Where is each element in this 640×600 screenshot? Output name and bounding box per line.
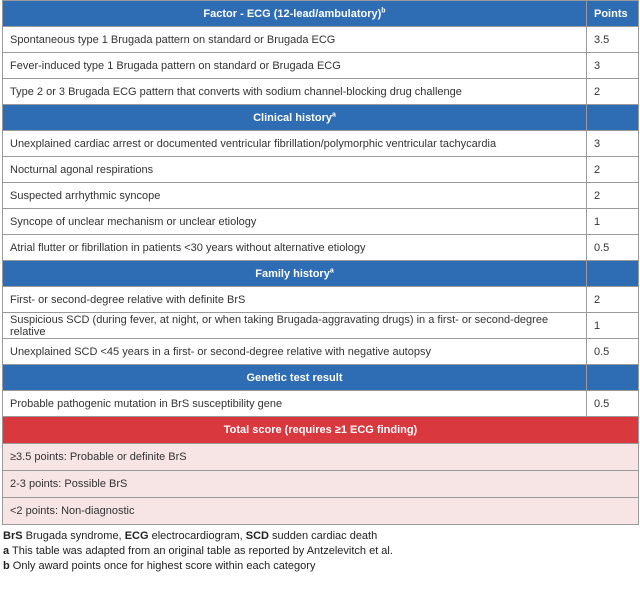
points-cell: 1 [587, 209, 639, 235]
points-cell: 2 [587, 79, 639, 105]
section-title: Clinical history$^a$ [3, 105, 587, 131]
table-row [3, 53, 639, 79]
factor-cell: Probable pathogenic mutation in BrS susceptibility gene [3, 391, 587, 417]
total-score-title: Total score (requires ≥1 ECG finding) [3, 417, 639, 444]
brugada-score-table-container [2, 0, 638, 574]
genetic-test-header [3, 365, 639, 391]
interpretation-row [3, 498, 639, 525]
table-row [3, 27, 639, 53]
abbrev-definition: electrocardiogram, [148, 530, 246, 542]
points-cell: 1 [587, 313, 639, 339]
footnote-marker: b [3, 560, 10, 572]
table-footnotes [2, 529, 638, 574]
points-cell: 0.5 [587, 235, 639, 261]
footnote-b [3, 559, 638, 574]
abbrev-term: SCD [245, 530, 269, 542]
points-cell: 3 [587, 131, 639, 157]
section-title: Family history$^a$ [3, 261, 587, 287]
points-cell: 2 [587, 183, 639, 209]
points-cell: 2 [587, 157, 639, 183]
factor-cell: Unexplained SCD <45 years in a first- or second-degree relative with negative autopsy [3, 339, 587, 365]
shanghai-score-table [2, 0, 639, 525]
total-score-header [3, 417, 639, 444]
table-row [3, 313, 639, 339]
factor-cell: First- or second-degree relative with definite BrS [3, 287, 587, 313]
clinical-history-header [3, 105, 639, 131]
table-row [3, 79, 639, 105]
factor-cell: Nocturnal agonal respirations [3, 157, 587, 183]
table-row [3, 287, 639, 313]
points-cell: 3 [587, 53, 639, 79]
footnote-text: Only award points once for highest score within each category [9, 560, 316, 572]
factor-cell: Fever-induced type 1 Brugada pattern on standard or Brugada ECG [3, 53, 587, 79]
factor-cell: Type 2 or 3 Brugada ECG pattern that converts with sodium channel-blocking drug challenge [3, 79, 587, 105]
points-cell: 2 [587, 287, 639, 313]
abbrev-term: ECG [124, 530, 149, 542]
interpretation-cell: <2 points: Non-diagnostic [3, 498, 639, 525]
factor-cell: Suspected arrhythmic syncope [3, 183, 587, 209]
table-header-row [3, 1, 639, 27]
abbreviations-line [3, 529, 638, 544]
factor-column-header: Factor - ECG (12-lead/ambulatory)$^b$ [3, 1, 587, 27]
interpretation-row [3, 444, 639, 471]
family-history-header [3, 261, 639, 287]
table-row [3, 391, 639, 417]
section-header-empty-cell [587, 261, 639, 287]
interpretation-cell: ≥3.5 points: Probable or definite BrS [3, 444, 639, 471]
section-title: Genetic test result [3, 365, 587, 391]
footnote-a [3, 544, 638, 559]
factor-cell: Syncope of unclear mechanism or unclear etiology [3, 209, 587, 235]
abbrev-term: BrS [3, 530, 23, 542]
table-row [3, 235, 639, 261]
abbrev-definition: Brugada syndrome, [22, 530, 125, 542]
factor-cell: Spontaneous type 1 Brugada pattern on standard or Brugada ECG [3, 27, 587, 53]
factor-cell: Unexplained cardiac arrest or documented ventricular fibrillation/polymorphic ventricular tachycardia [3, 131, 587, 157]
interpretation-row [3, 471, 639, 498]
factor-cell: Suspicious SCD (during fever, at night, or when taking Brugada-aggravating drugs) in a first- or second-degree relative [3, 313, 587, 339]
footnote-marker: a [3, 545, 10, 557]
factor-cell: Atrial flutter or fibrillation in patients <30 years without alternative etiology [3, 235, 587, 261]
points-cell: 0.5 [587, 339, 639, 365]
table-row [3, 157, 639, 183]
table-row [3, 339, 639, 365]
table-row [3, 183, 639, 209]
points-column-header: Points [587, 1, 639, 27]
section-header-empty-cell [587, 365, 639, 391]
section-header-empty-cell [587, 105, 639, 131]
table-row [3, 131, 639, 157]
points-cell: 3.5 [587, 27, 639, 53]
points-cell: 0.5 [587, 391, 639, 417]
abbrev-definition: sudden cardiac death [268, 530, 378, 542]
interpretation-cell: 2-3 points: Possible BrS [3, 471, 639, 498]
table-row [3, 209, 639, 235]
footnote-text: This table was adapted from an original table as reported by Antzelevitch et al. [9, 545, 393, 557]
